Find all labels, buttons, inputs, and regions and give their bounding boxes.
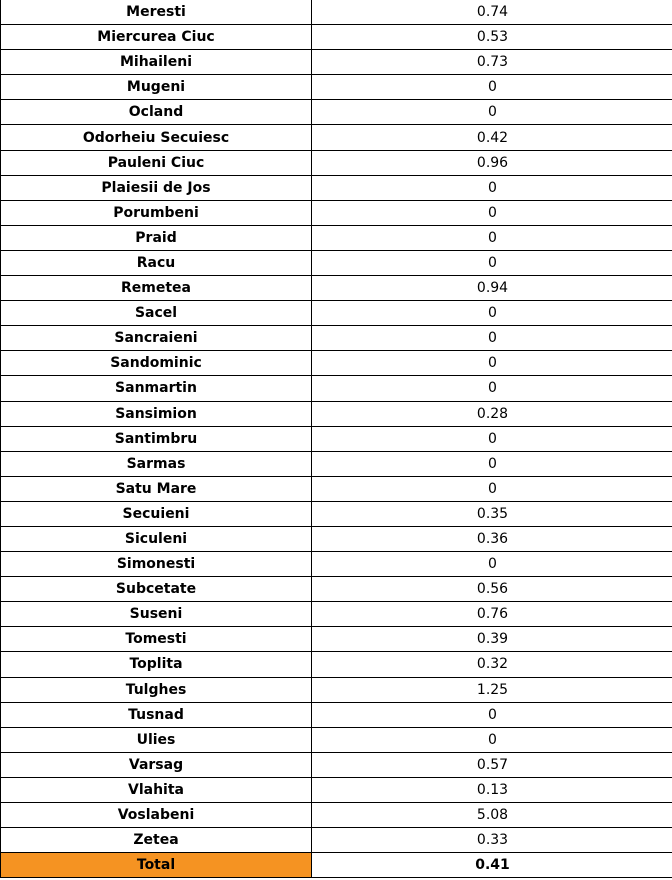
row-name-cell: Sansimion [1,401,312,426]
row-name-cell: Tomesti [1,627,312,652]
row-name-cell: Sancraieni [1,326,312,351]
table-row [1,752,672,777]
total-value-cell: 0.41 [312,853,672,878]
row-value-cell: 0.94 [312,276,672,301]
total-row [1,853,672,878]
table-row [1,200,672,225]
row-value-cell: 0 [312,552,672,577]
table-row [1,526,672,551]
row-name-cell: Plaiesii de Jos [1,175,312,200]
table-row [1,75,672,100]
table-row [1,577,672,602]
table-row [1,351,672,376]
row-name-cell: Toplita [1,652,312,677]
row-name-cell: Subcetate [1,577,312,602]
row-value-cell: 0 [312,225,672,250]
table-row [1,451,672,476]
row-name-cell: Remetea [1,276,312,301]
row-value-cell: 0 [312,376,672,401]
row-value-cell: 0 [312,426,672,451]
row-name-cell: Mugeni [1,75,312,100]
row-value-cell: 1.25 [312,677,672,702]
table-row [1,326,672,351]
table-row [1,677,672,702]
row-value-cell: 0.42 [312,125,672,150]
row-value-cell: 0 [312,702,672,727]
row-name-cell: Satu Mare [1,476,312,501]
row-value-cell: 0 [312,100,672,125]
row-value-cell: 0.76 [312,602,672,627]
row-name-cell: Varsag [1,752,312,777]
table-row [1,175,672,200]
row-value-cell: 0.73 [312,50,672,75]
row-name-cell: Tulghes [1,677,312,702]
row-name-cell: Sarmas [1,451,312,476]
total-label-cell: Total [1,853,312,878]
row-name-cell: Siculeni [1,526,312,551]
row-value-cell: 0.28 [312,401,672,426]
row-name-cell: Sanmartin [1,376,312,401]
row-name-cell: Meresti [1,0,312,25]
row-value-cell: 0.53 [312,25,672,50]
table-row [1,426,672,451]
row-value-cell: 0.39 [312,627,672,652]
row-value-cell: 0 [312,451,672,476]
row-value-cell: 0.32 [312,652,672,677]
table-row [1,501,672,526]
row-value-cell: 0 [312,301,672,326]
table-row [1,777,672,802]
table-row [1,100,672,125]
row-value-cell: 0.13 [312,777,672,802]
row-value-cell: 0.33 [312,828,672,853]
row-name-cell: Sacel [1,301,312,326]
row-value-cell: 0 [312,727,672,752]
row-value-cell: 0.35 [312,501,672,526]
table-row [1,0,672,25]
row-name-cell: Pauleni Ciuc [1,150,312,175]
row-name-cell: Santimbru [1,426,312,451]
row-name-cell: Simonesti [1,552,312,577]
table-row [1,125,672,150]
row-name-cell: Miercurea Ciuc [1,25,312,50]
table-body [1,0,672,878]
table-row [1,250,672,275]
table-row [1,652,672,677]
row-name-cell: Praid [1,225,312,250]
row-name-cell: Odorheiu Secuiesc [1,125,312,150]
table-row [1,602,672,627]
table-row [1,552,672,577]
table-row [1,301,672,326]
row-name-cell: Ocland [1,100,312,125]
row-name-cell: Secuieni [1,501,312,526]
row-value-cell: 0 [312,75,672,100]
table-row [1,476,672,501]
row-name-cell: Ulies [1,727,312,752]
row-name-cell: Sandominic [1,351,312,376]
table-row [1,50,672,75]
row-value-cell: 0.96 [312,150,672,175]
table-row [1,150,672,175]
row-name-cell: Zetea [1,828,312,853]
table-row [1,225,672,250]
table-row [1,828,672,853]
table-row [1,627,672,652]
table-row [1,727,672,752]
row-name-cell: Mihaileni [1,50,312,75]
row-value-cell: 0.57 [312,752,672,777]
row-name-cell: Tusnad [1,702,312,727]
row-value-cell: 0 [312,200,672,225]
row-value-cell: 0.74 [312,0,672,25]
row-name-cell: Porumbeni [1,200,312,225]
row-value-cell: 5.08 [312,803,672,828]
row-name-cell: Vlahita [1,777,312,802]
row-value-cell: 0 [312,250,672,275]
row-name-cell: Voslabeni [1,803,312,828]
row-value-cell: 0.36 [312,526,672,551]
row-value-cell: 0.56 [312,577,672,602]
row-name-cell: Suseni [1,602,312,627]
table-row [1,376,672,401]
row-value-cell: 0 [312,476,672,501]
row-name-cell: Racu [1,250,312,275]
row-value-cell: 0 [312,326,672,351]
table-row [1,25,672,50]
table-row [1,276,672,301]
table-row [1,401,672,426]
table-row [1,702,672,727]
row-value-cell: 0 [312,351,672,376]
row-value-cell: 0 [312,175,672,200]
table-row [1,803,672,828]
